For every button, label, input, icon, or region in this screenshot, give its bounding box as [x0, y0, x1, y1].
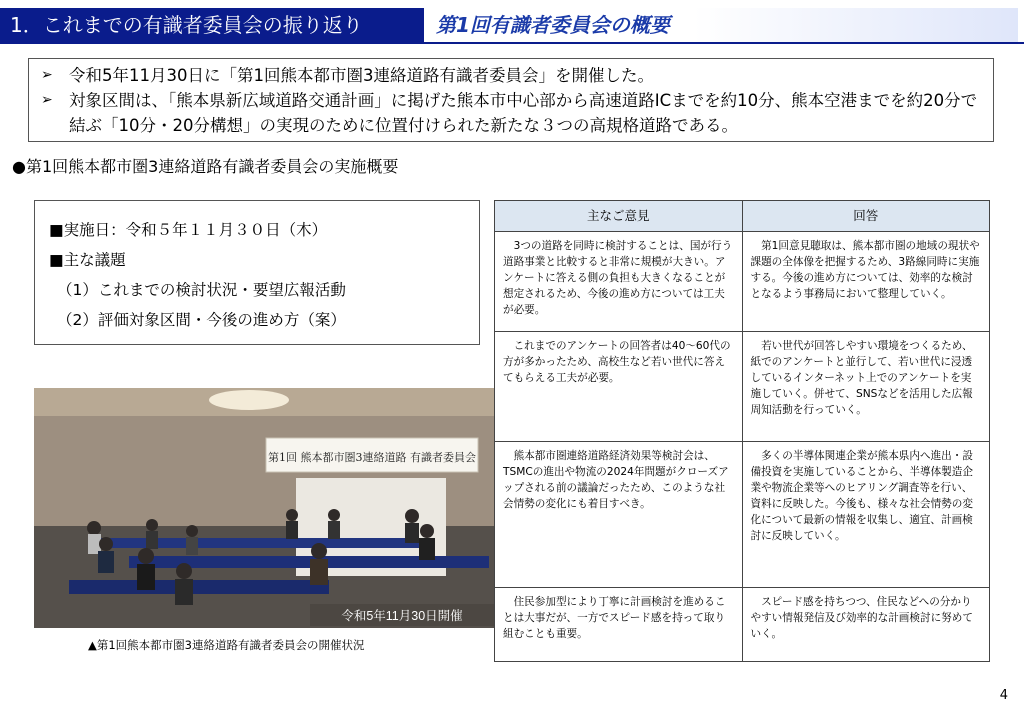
opinion-response-table [494, 200, 990, 662]
opinion-cell: 住民参加型により丁寧に計画検討を進めることは大事だが、一方でスピード感を持って取り組むことも重要。 [495, 588, 743, 662]
photo-caption: ▲第1回熊本都市圏3連絡道路有識者委員会の開催状況 [88, 638, 365, 652]
table-header-row [495, 201, 990, 232]
opinion-cell: これまでのアンケートの回答者は40～60代の方が多かったため、高校生など若い世代に答えてもらえる工夫が必要。 [495, 332, 743, 442]
opinion-cell: 熊本都市圏連絡道路経済効果等検討会は、TSMCの進出や物流の2024年問題がクローズアップされる前の議論だったため、このような社会情勢の変化にも着目すべき。 [495, 442, 743, 588]
section-heading: ●第1回熊本都市圏3連絡道路有識者委員会の実施概要 [12, 157, 399, 176]
answer-cell: スピード感を持ちつつ、住民などへの分かりやすい情報発信及び効率的な計画検討に努めていく。 [742, 588, 990, 662]
intro-text: 令和5年11月30日に「第1回熊本都市圏3連絡道路有識者委員会」を開催した。 [69, 66, 654, 85]
meeting-photo [34, 388, 494, 628]
meeting-info-box [34, 200, 480, 345]
table-row [495, 332, 990, 442]
column-header-answer: 回答 [742, 201, 990, 232]
page-number: 4 [999, 688, 1008, 703]
agenda-heading: ■主な議題 [49, 251, 126, 269]
table-row [495, 442, 990, 588]
section-title: 1．これまでの有識者委員会の振り返り [0, 8, 424, 42]
answer-cell: 若い世代が回答しやすい環境をつくるため、紙でのアンケートと並行して、若い世代に浸透しているインターネット上でのアンケートを実施していく。併せて、SNSなどを活用した広報周知活動を行っていく。 [742, 332, 990, 442]
answer-cell: 第1回意見聴取は、熊本都市圏の地域の現状や課題の全体像を把握するため、3路線同時に実施する。今後の進め方については、効率的な検討となるよう事務局において整理していく。 [742, 232, 990, 332]
intro-bullet [41, 63, 985, 88]
page-subtitle: 第1回有識者委員会の概要 [428, 8, 1018, 42]
agenda-item: （1）これまでの検討状況・要望広報活動 [57, 281, 346, 299]
answer-cell: 多くの半導体関連企業が熊本県内へ進出・設備投資を実施していることから、半導体製造企業や物流企業等へのヒアリング調査等を行い、資料に反映した。今後も、様々な社会情勢の変化について最新の情報を収集し、適宜、計画検討に反映していく。 [742, 442, 990, 588]
arrow-bullet-icon: ➢ [41, 67, 53, 83]
photo-banner-text: 第1回 熊本都市圏3連絡道路 有識者委員会 [268, 451, 476, 464]
header-divider [0, 42, 1024, 44]
intro-text: 対象区間は、「熊本県新広域道路交通計画」に掲げた熊本市中心部から高速道路ICまでを約10分、熊本空港までを約20分で結ぶ「10分・20分構想」の実現のために位置付けられた新たな３つの高規格道路である。 [69, 91, 978, 135]
intro-box [28, 58, 994, 142]
table-row [495, 588, 990, 662]
arrow-bullet-icon: ➢ [41, 92, 53, 108]
agenda-item: （2）評価対象区間・今後の進め方（案） [57, 311, 346, 329]
opinion-cell: 3つの道路を同時に検討することは、国が行う道路事業と比較すると非常に規模が大きい。アンケートに答える側の負担も大きくなることが想定されるため、今後の進め方については工夫が必要。 [495, 232, 743, 332]
column-header-opinion: 主なご意見 [495, 201, 743, 232]
table-row [495, 232, 990, 332]
meeting-date: ■実施日：令和５年１１月３０日（木） [49, 221, 328, 239]
intro-bullet [41, 88, 985, 138]
photo-date-stamp: 令和5年11月30日開催 [341, 609, 463, 623]
